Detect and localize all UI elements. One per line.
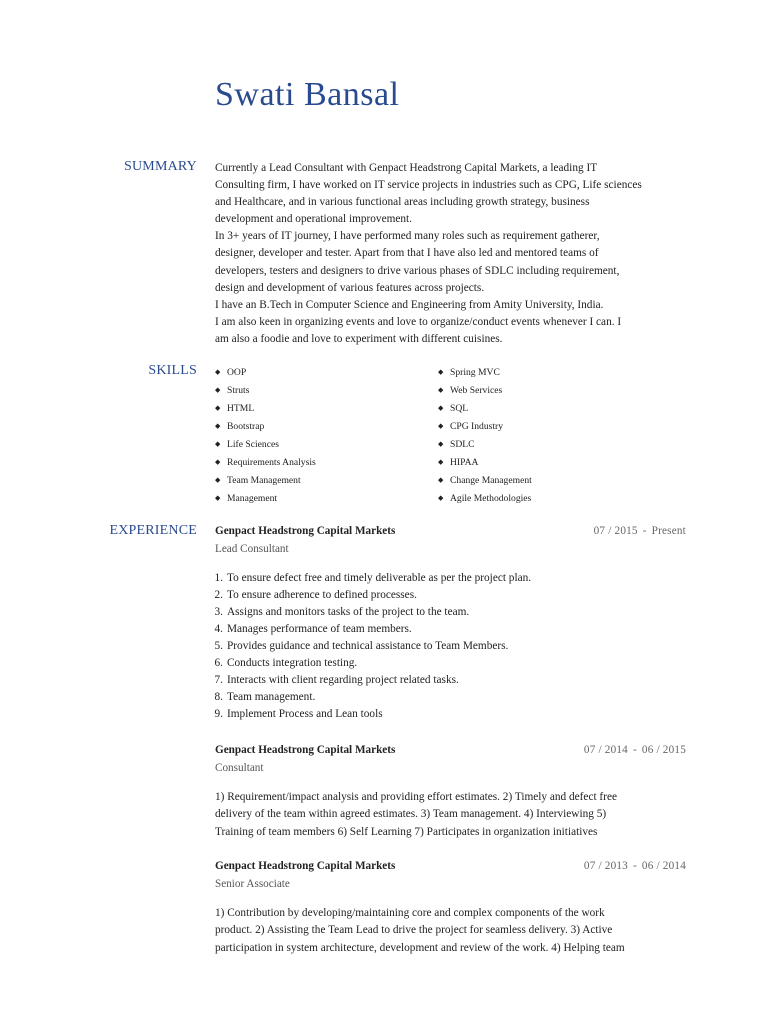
summary-line: developers, testers and designers to drive various phases of SDLC including requirement, <box>215 264 620 277</box>
diamond-bullet-icon: ◆ <box>215 404 221 412</box>
diamond-bullet-icon: ◆ <box>438 386 444 394</box>
diamond-bullet-icon: ◆ <box>438 440 444 448</box>
list-item: 6. Conducts integration testing. <box>214 657 358 669</box>
diamond-bullet-icon: ◆ <box>438 404 444 412</box>
skill-item: ◆ SQL <box>438 399 661 417</box>
diamond-bullet-icon: ◆ <box>438 422 444 430</box>
section-label-skills: SKILLS <box>148 363 197 378</box>
skill-item: ◆ HIPAA <box>438 453 661 471</box>
diamond-bullet-icon: ◆ <box>215 368 221 376</box>
summary-text <box>215 160 695 348</box>
job-role: Senior Associate <box>215 878 290 890</box>
list-item: 5. Provides guidance and technical assistance to Team Members. <box>214 640 509 652</box>
summary-line: In 3+ years of IT journey, I have performed many roles such as requirement gatherer, <box>215 230 600 243</box>
job-dates: 07 / 2013 - 06 / 2014 <box>583 860 686 872</box>
company-name: Genpact Headstrong Capital Markets <box>215 860 396 872</box>
job-entry <box>215 525 686 723</box>
section-label-summary: SUMMARY <box>124 159 197 174</box>
diamond-bullet-icon: ◆ <box>438 368 444 376</box>
company-name: Genpact Headstrong Capital Markets <box>215 525 396 537</box>
summary-line: I am also keen in organizing events and love to organize/conduct events whenever I can. I <box>215 315 622 328</box>
skill-item: ◆ Management <box>215 489 438 507</box>
job-entry <box>215 744 686 841</box>
job-dates: 07 / 2014 - 06 / 2015 <box>583 744 686 756</box>
skill-item: ◆ Life Sciences <box>215 435 438 453</box>
diamond-bullet-icon: ◆ <box>438 494 444 502</box>
description-line: 1) Contribution by developing/maintaining core and complex components of the work <box>215 907 605 919</box>
diamond-bullet-icon: ◆ <box>215 440 221 448</box>
summary-line: Consulting firm, I have worked on IT service projects in industries such as CPG, Life sciences <box>215 179 642 192</box>
diamond-bullet-icon: ◆ <box>438 476 444 484</box>
section-label-experience: EXPERIENCE <box>109 523 197 538</box>
diamond-bullet-icon: ◆ <box>215 494 221 502</box>
skill-item: ◆ Requirements Analysis <box>215 453 438 471</box>
job-role: Consultant <box>215 762 264 774</box>
skills-list <box>215 363 685 507</box>
skill-item: ◆ Struts <box>215 381 438 399</box>
diamond-bullet-icon: ◆ <box>438 458 444 466</box>
list-item: 8. Team management. <box>214 691 316 703</box>
list-item: 9. Implement Process and Lean tools <box>214 708 383 720</box>
list-item: 7. Interacts with client regarding project related tasks. <box>214 674 459 686</box>
job-entry <box>215 860 686 957</box>
diamond-bullet-icon: ◆ <box>215 476 221 484</box>
list-item: 2. To ensure adherence to defined processes. <box>214 589 417 601</box>
job-description <box>215 905 686 957</box>
diamond-bullet-icon: ◆ <box>215 386 221 394</box>
skill-item: ◆ Agile Methodologies <box>438 489 661 507</box>
duties-list <box>215 570 686 723</box>
diamond-bullet-icon: ◆ <box>215 458 221 466</box>
list-item: 4. Manages performance of team members. <box>214 623 412 635</box>
summary-line: Currently a Lead Consultant with Genpact Headstrong Capital Markets, a leading IT <box>215 162 598 174</box>
skill-item: ◆ HTML <box>215 399 438 417</box>
list-item: 1. To ensure defect free and timely deliverable as per the project plan. <box>214 572 532 584</box>
description-line: delivery of the team within agreed estimates. 3) Team management. 4) Interviewing 5) <box>215 808 607 821</box>
company-name: Genpact Headstrong Capital Markets <box>215 744 396 756</box>
summary-line: am also a foodie and love to experiment with different cuisines. <box>215 332 503 345</box>
diamond-bullet-icon: ◆ <box>215 422 221 430</box>
list-item: 3. Assigns and monitors tasks of the project to the team. <box>214 606 470 618</box>
summary-line: I have an B.Tech in Computer Science and Engineering from Amity University, India. <box>215 298 604 311</box>
skill-item: ◆ OOP <box>215 363 438 381</box>
description-line: 1) Requirement/impact analysis and providing effort estimates. 2) Timely and defect free <box>215 791 617 803</box>
summary-line: designer, developer and tester. Apart from that I have also led and mentored teams of <box>215 247 599 260</box>
skill-item: ◆ Bootstrap <box>215 417 438 435</box>
job-dates: 07 / 2015 - Present <box>593 525 686 537</box>
job-description <box>215 789 686 841</box>
skill-item: ◆ CPG Industry <box>438 417 661 435</box>
summary-line: development and operational improvement. <box>215 213 413 226</box>
candidate-name: Swati Bansal <box>215 76 400 113</box>
description-line: Training of team members 6) Self Learning 7) Participates in organization initiatives <box>215 825 598 838</box>
skill-item: ◆ SDLC <box>438 435 661 453</box>
description-line: product. 2) Assisting the Team Lead to drive the project for seamless delivery. 3) Active <box>215 924 613 937</box>
job-role: Lead Consultant <box>215 543 289 555</box>
description-line: participation in system architecture, development and review of the work. 4) Helping team <box>215 941 625 954</box>
skill-item: ◆ Web Services <box>438 381 661 399</box>
summary-line: and Healthcare, and in various functional areas including growth strategy, business <box>215 196 590 209</box>
skill-item: ◆ Team Management <box>215 471 438 489</box>
summary-line: design and development of various features across projects. <box>215 281 485 294</box>
skill-item: ◆ Change Management <box>438 471 661 489</box>
skill-item: ◆ Spring MVC <box>438 363 661 381</box>
